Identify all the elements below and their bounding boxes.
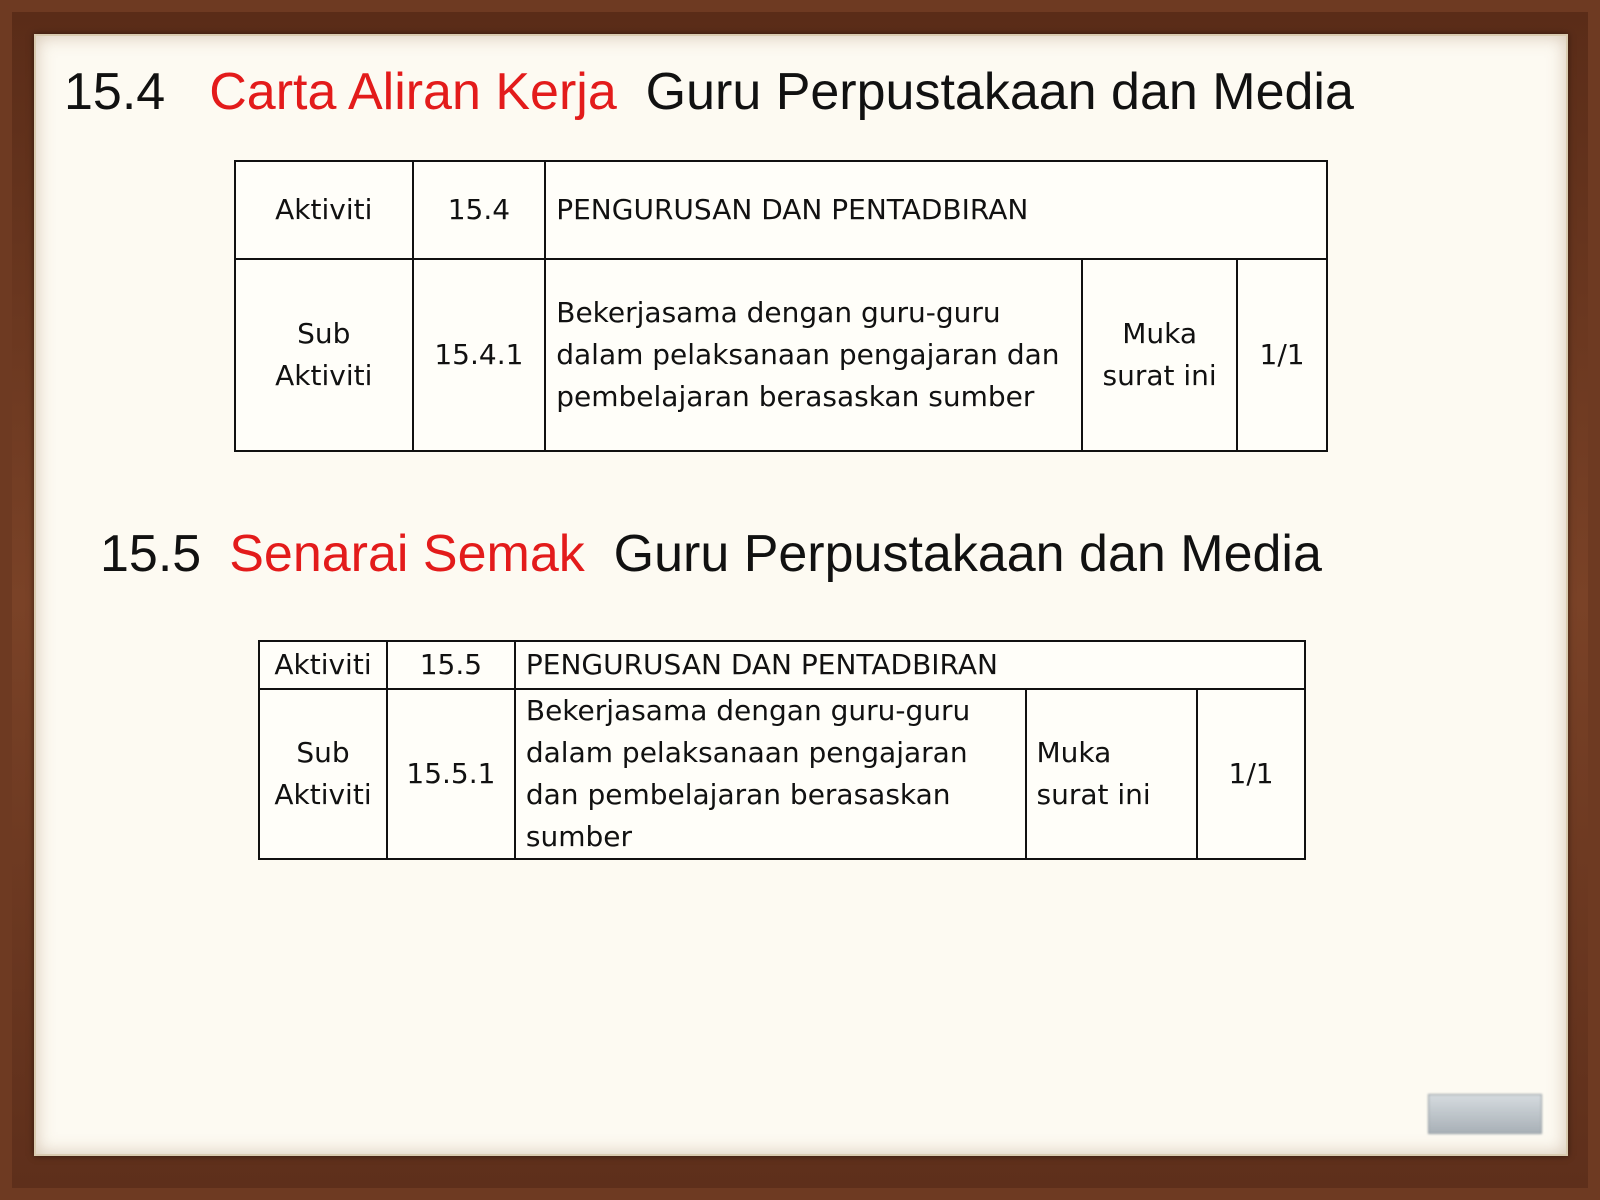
section-number: 15.4 [64,63,166,121]
page-label-line: Muka [1036,736,1112,769]
page-label-cell [1026,689,1198,859]
page-label-line: Muka [1122,317,1197,350]
section-highlight: Carta Aliran Kerja [209,63,617,121]
blurred-button-icon[interactable] [1428,1094,1542,1134]
table-row [259,641,1305,689]
activity-code-cell: 15.4 [413,161,546,259]
table-row [259,689,1305,859]
section-title-rest: Guru Perpustakaan dan Media [613,525,1322,583]
section-heading-15-5 [100,524,1322,584]
section-heading-15-4 [64,62,1354,122]
sub-activity-label-cell [259,689,387,859]
page-number-cell: 1/1 [1197,689,1305,859]
section-highlight: Senarai Semak [229,525,585,583]
description-line: sumber [525,820,632,853]
sub-activity-description-cell [515,689,1026,859]
page-label-line: surat ini [1036,778,1151,811]
description-line: dalam pelaksanaan pengajaran [525,736,968,769]
activity-table-15-4 [234,160,1328,452]
activity-description-cell: PENGURUSAN DAN PENTADBIRAN [515,641,1305,689]
page-label-cell [1082,259,1237,451]
slide [34,34,1568,1156]
page-label-line: surat ini [1102,359,1217,392]
description-line: pembelajaran berasaskan sumber [556,380,1035,413]
sub-activity-code-cell: 15.4.1 [413,259,546,451]
table-row [235,161,1327,259]
description-line: Bekerjasama dengan guru-guru [525,694,971,727]
sub-activity-label-line: Aktiviti [275,359,373,392]
activity-description-cell: PENGURUSAN DAN PENTADBIRAN [545,161,1327,259]
page-number-cell: 1/1 [1237,259,1327,451]
description-line: dalam pelaksanaan pengajaran dan [556,338,1060,371]
activity-label-cell: Aktiviti [235,161,413,259]
activity-code-cell: 15.5 [387,641,515,689]
section-title-rest: Guru Perpustakaan dan Media [645,63,1354,121]
sub-activity-label-line: Aktiviti [274,778,372,811]
description-line: dan pembelajaran berasaskan [525,778,951,811]
table-row [235,259,1327,451]
sub-activity-label-line: Sub [297,317,351,350]
sub-activity-code-cell: 15.5.1 [387,689,515,859]
activity-table-15-5 [258,640,1306,860]
activity-label-cell: Aktiviti [259,641,387,689]
sub-activity-label-line: Sub [296,736,350,769]
section-number: 15.5 [100,525,202,583]
sub-activity-description-cell [545,259,1082,451]
description-line: Bekerjasama dengan guru-guru [556,296,1001,329]
sub-activity-label-cell [235,259,413,451]
